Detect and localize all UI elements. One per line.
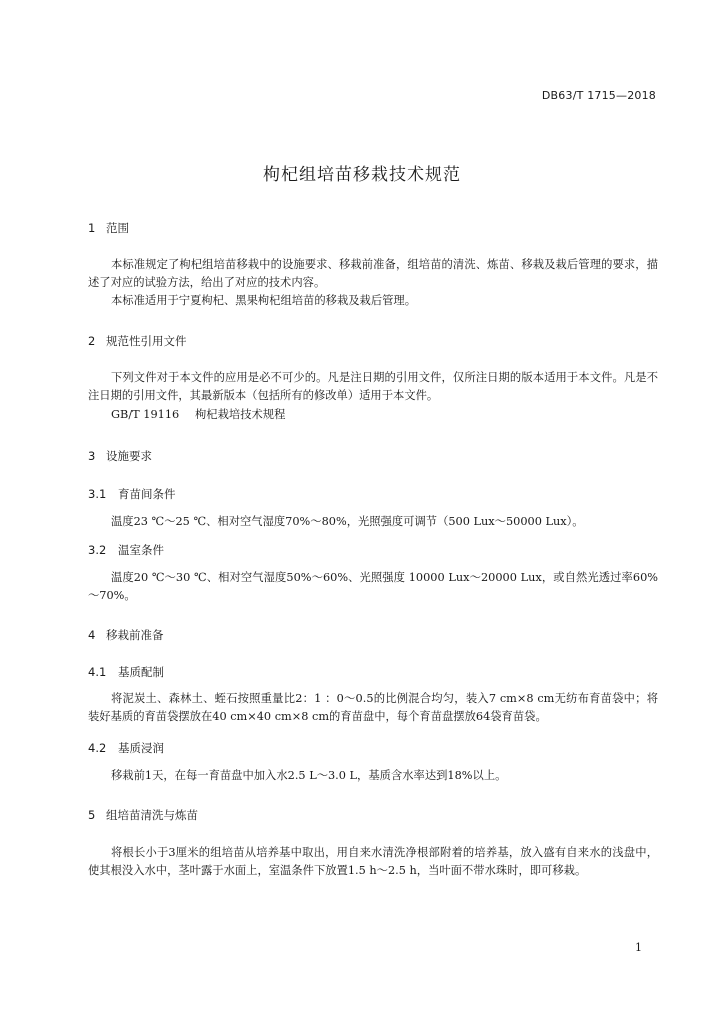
standard-code: DB63/T 1715—2018 [541,89,656,102]
page-number: 1 [635,941,642,954]
paragraph: 将泥炭土、森林土、蛭石按照重量比2：1 ：0～0.5的比例混合均匀，装入7 cm×8 cm无纺布育苗袋中；将装好基质的育苗袋摆放在40 cm×40 cm×8 cm的育苗盘中，每个育苗盘摆放64袋育苗袋。 [88,692,658,723]
section-title: 基质配制 [118,665,164,679]
section-number: 1 [88,221,96,235]
section-title: 范围 [106,221,129,235]
document-title: 枸杞组培苗移栽技术规范 [263,165,461,185]
paragraph: 将根长小于3厘米的组培苗从培养基中取出，用自来水清洗净根部附着的培养基，放入盛有自来水的浅盘中，使其根没入水中，茎叶露于水面上，室温条件下放置1.5 h～2.5 h，当叶面不带水珠时，即可移栽。 [88,846,658,877]
section-1-heading [88,220,129,236]
section-title: 基质浸润 [118,741,164,755]
paragraph: 温度20 ℃～30 ℃、相对空气湿度50%～60%、光照强度 10000 Lux～20000 Lux，或自然光透过率60%～70%。 [88,571,658,602]
section-4-2-heading [88,740,164,756]
section-5-heading [88,807,198,823]
section-number: 5 [88,808,96,822]
section-3-2-heading [88,542,164,558]
section-title: 温室条件 [118,543,164,557]
section-4-heading [88,627,164,643]
section-number: 3.2 [88,543,107,557]
paragraph: 下列文件对于本文件的应用是必不可少的。凡是注日期的引用文件，仅所注日期的版本适用于本文件。凡是不注日期的引用文件，其最新版本（包括所有的修改单）适用于本文件。 [88,371,658,402]
section-4-1-heading [88,664,164,680]
paragraph: 本标准适用于宁夏枸杞、黑果枸杞组培苗的移栽及栽后管理。 [111,294,417,307]
section-number: 3 [88,449,96,463]
section-number: 2 [88,334,96,348]
section-title: 规范性引用文件 [106,334,187,348]
paragraph: 移栽前1天，在每一育苗盘中加入水2.5 L～3.0 L，基质含水率达到18%以上。 [111,769,507,782]
section-number: 4.2 [88,741,107,755]
section-3-heading [88,448,152,464]
section-2-heading [88,333,187,349]
section-number: 4 [88,628,96,642]
section-number: 4.1 [88,665,107,679]
section-title: 组培苗清洗与炼苗 [106,808,198,822]
section-number: 3.1 [88,487,107,501]
paragraph: 温度23 ℃～25 ℃、相对空气湿度70%～80%，光照强度可调节（500 Lux～50000 Lux）。 [111,515,584,528]
section-title: 设施要求 [106,449,152,463]
reference-title: 枸杞栽培技术规程 [195,408,286,421]
normative-reference [111,406,285,422]
reference-code: GB/T 19116 [111,408,180,421]
section-title: 育苗间条件 [118,487,176,501]
paragraph: 本标准规定了枸杞组培苗移栽中的设施要求、移栽前准备，组培苗的清洗、炼苗、移栽及栽后管理的要求，描述了对应的试验方法，给出了对应的技术内容。 [88,258,658,289]
section-3-1-heading [88,486,176,502]
section-title: 移栽前准备 [106,628,164,642]
